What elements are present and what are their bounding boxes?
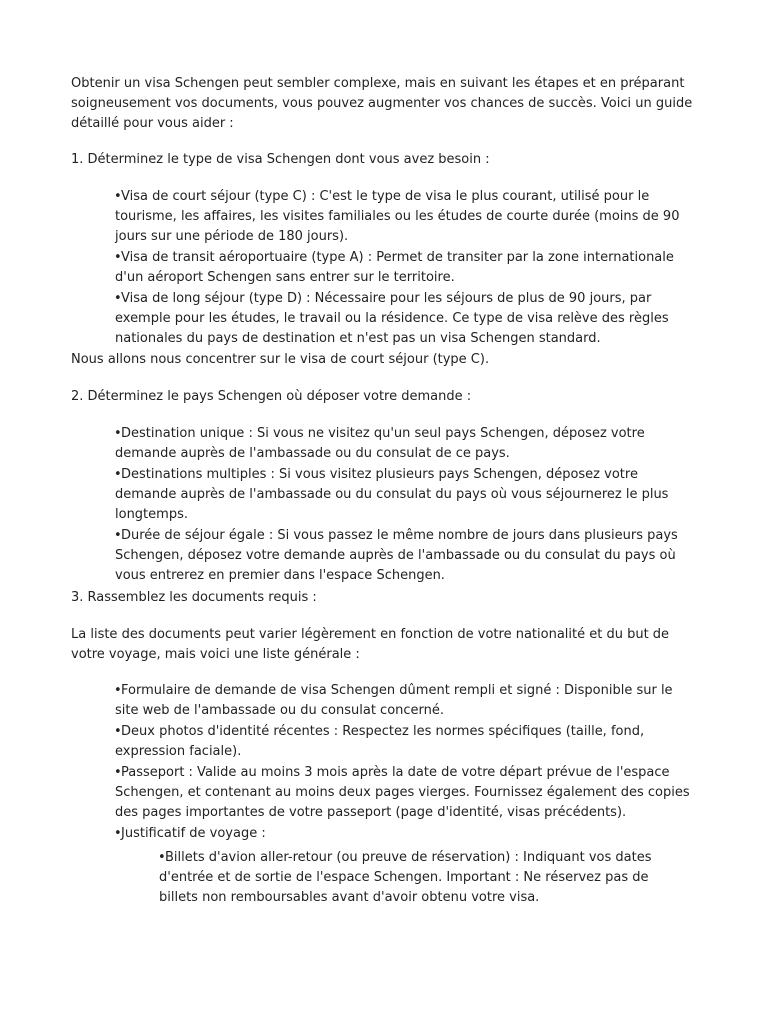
list-item: • Destinations multiples : Si vous visitez plusieurs pays Schengen, déposez votre demande auprès de l'ambassade ou du consulat du pays où vous séjournerez le plus longtemps.	[114, 467, 669, 522]
step3-list	[115, 681, 695, 845]
list-item: • Justificatif de voyage :	[115, 824, 695, 844]
bullet: •	[158, 850, 166, 865]
list-item: • Visa de transit aéroportuaire (type A) : Permet de transiter par la zone internationale d'un aéroport Schengen sans entrer sur le territoire.	[114, 250, 674, 285]
bullet: •	[114, 467, 122, 482]
list-item: • Durée de séjour égale : Si vous passez le même nombre de jours dans plusieurs pays Schengen, déposez votre demande auprès de l'ambassade ou du consulat du pays où vous entrerez en premier dans l'espace Schengen.	[114, 528, 678, 583]
step2-list	[115, 424, 695, 587]
step1-list	[115, 187, 695, 350]
bullet: •	[114, 528, 122, 543]
bullet: •	[114, 826, 122, 841]
step1-note: Nous allons nous concentrer sur le visa de court séjour (type C).	[71, 352, 490, 367]
bullet: •	[114, 683, 122, 698]
list-item: • Formulaire de demande de visa Schengen dûment rempli et signé : Disponible sur le site web de l'ambassade ou du consulat concerné.	[114, 683, 673, 718]
list-item: • Passeport : Valide au moins 3 mois après la date de votre départ prévue de l'espace Schengen, et contenant au moins deux pages vierges. Fournissez également des copies des pages importantes de votre passeport (page d'identité, visas précédents).	[114, 765, 690, 820]
step1-heading: 1. Déterminez le type de visa Schengen dont vous avez besoin :	[71, 152, 490, 167]
list-item: • Visa de long séjour (type D) : Nécessaire pour les séjours de plus de 90 jours, par exemple pour les études, le travail ou la résidence. Ce type de visa relève des règles nationales du pays de destination et n'est pas un visa Schengen standard.	[114, 291, 669, 346]
step3-sublist	[159, 848, 679, 909]
bullet: •	[114, 765, 122, 780]
bullet: •	[114, 291, 122, 306]
intro-paragraph: Obtenir un visa Schengen peut sembler complexe, mais en suivant les étapes et en préparant soigneusement vos documents, vous pouvez augmenter vos chances de succès. Voici un guide détaillé pour vous aider :	[71, 76, 693, 131]
bullet: •	[114, 724, 122, 739]
step2-heading: 2. Déterminez le pays Schengen où déposer votre demande :	[71, 389, 472, 404]
bullet: •	[114, 250, 122, 265]
list-item: • Billets d'avion aller-retour (ou preuve de réservation) : Indiquant vos dates d'entrée et de sortie de l'espace Schengen. Important : Ne réservez pas de billets non remboursables avant d'avoir obtenu votre visa.	[158, 850, 652, 905]
bullet: •	[114, 426, 122, 441]
step3-heading: 3. Rassemblez les documents requis :	[71, 590, 317, 605]
bullet: •	[114, 189, 122, 204]
list-item: • Deux photos d'identité récentes : Respectez les normes spécifiques (taille, fond, expression faciale).	[114, 724, 645, 759]
step3-intro: La liste des documents peut varier légèrement en fonction de votre nationalité et du but de votre voyage, mais voici une liste générale :	[71, 627, 670, 662]
list-item: • Visa de court séjour (type C) : C'est le type de visa le plus courant, utilisé pour le tourisme, les affaires, les visites familiales ou les études de courte durée (moins de 90 jours sur une période de 180 jours).	[114, 189, 680, 244]
list-item: • Destination unique : Si vous ne visitez qu'un seul pays Schengen, déposez votre demande auprès de l'ambassade ou du consulat de ce pays.	[114, 426, 645, 461]
